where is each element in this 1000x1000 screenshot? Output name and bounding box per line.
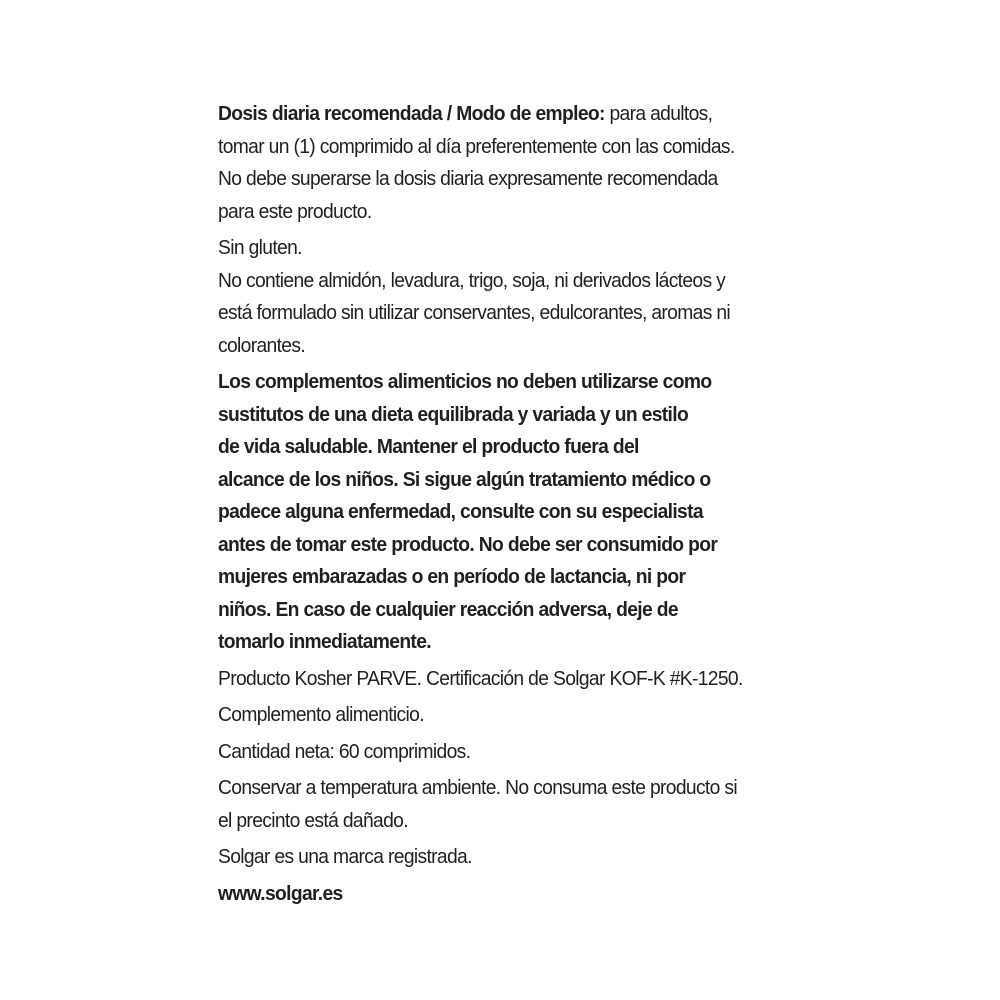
category-paragraph xyxy=(218,699,788,732)
storage-line: el precinto está dañado. xyxy=(218,808,408,832)
product-label-text xyxy=(218,98,788,914)
free-from-line: está formulado sin utilizar conservantes, edulcorantes, aromas ni xyxy=(218,301,731,324)
trademark-text: Solgar es una marca registrada. xyxy=(218,845,472,868)
free-from-line: No contiene almidón, levadura, trigo, soja, ni derivados lácteos y xyxy=(218,268,726,292)
warning-line: tomarlo inmediatamente. xyxy=(218,630,431,653)
warning-line: antes de tomar este producto. No debe ser consumido por xyxy=(218,532,718,556)
warning-line: mujeres embarazadas o en período de lactancia, ni por xyxy=(218,565,686,588)
dosage-heading: Dosis diaria recomendada / Modo de empleo: xyxy=(218,102,605,125)
free-from-line: colorantes. xyxy=(218,333,306,357)
trademark-paragraph xyxy=(218,841,788,874)
warning-line: Los complementos alimenticios no deben utilizarse como xyxy=(218,370,712,393)
warning-line: niños. En caso de cualquier reacción adversa, deje de xyxy=(218,597,678,621)
kosher-text: Producto Kosher PARVE. Certificación de Solgar KOF-K #K-1250. xyxy=(218,666,743,690)
category-text: Complemento alimenticio. xyxy=(218,703,424,726)
kosher-paragraph xyxy=(218,663,788,696)
storage-paragraph xyxy=(218,772,788,837)
website-paragraph xyxy=(218,878,788,911)
dosage-paragraph xyxy=(218,98,788,228)
storage-line: Conservar a temperatura ambiente. No consuma este producto si xyxy=(218,776,737,799)
dosage-line: No debe superarse la dosis diaria expresamente recomendada xyxy=(218,167,718,190)
net-quantity-paragraph xyxy=(218,736,788,769)
warning-line: de vida saludable. Mantener el producto fuera del xyxy=(218,435,639,458)
warning-line: padece alguna enfermedad, consulte con su especialista xyxy=(218,500,703,523)
website-text: www.solgar.es xyxy=(218,881,343,905)
warning-line: sustitutos de una dieta equilibrada y variada y un estilo xyxy=(218,402,689,426)
dosage-line-1 xyxy=(218,98,788,131)
net-quantity-text: Cantidad neta: 60 comprimidos. xyxy=(218,739,471,763)
dosage-text: para adultos, xyxy=(604,102,713,125)
dosage-line: para este producto. xyxy=(218,199,372,223)
warning-paragraph xyxy=(218,366,788,659)
gluten-free-text: Sin gluten. xyxy=(218,236,302,259)
free-from-paragraph xyxy=(218,232,788,362)
dosage-line: tomar un (1) comprimido al día preferentemente con las comidas. xyxy=(218,134,735,158)
warning-line: alcance de los niños. Si sigue algún tratamiento médico o xyxy=(218,467,711,491)
